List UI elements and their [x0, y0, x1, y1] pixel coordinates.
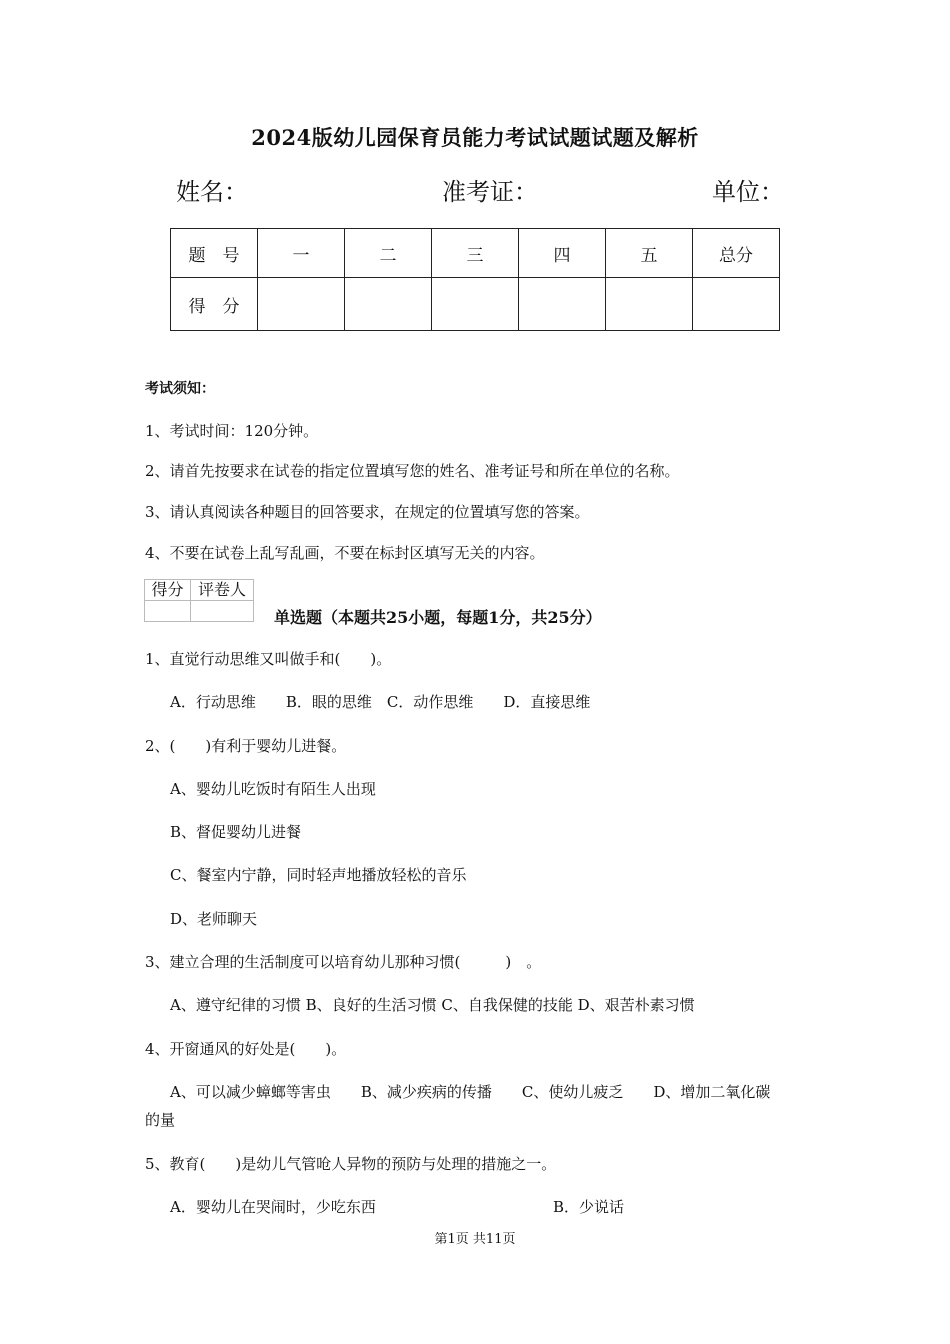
question-1-options: A．行动思维 B．眼的思维 C．动作思维 D．直接思维: [170, 693, 591, 711]
score-table-header-cell: 题 号: [171, 229, 258, 278]
grader-reviewer-cell: [191, 601, 254, 622]
question-4: 4、开窗通风的好处是( )。: [145, 1040, 347, 1058]
question-4-options-continued: 的量: [145, 1111, 176, 1129]
score-table-score-row: [171, 278, 780, 331]
question-4-options: A、可以减少蟑螂等害虫 B、减少疾病的传播 C、使幼儿疲乏 D、增加二氧化碳: [170, 1083, 771, 1101]
exam-note-item: 2、请首先按要求在试卷的指定位置填写您的姓名、准考证号和所在单位的名称。: [145, 462, 680, 480]
score-table-header-cell: 三: [432, 229, 519, 278]
score-table-header-cell: 总分: [693, 229, 780, 278]
grader-box: [144, 579, 254, 622]
name-field-label: 姓名：: [176, 178, 248, 206]
unit-field-label: 单位：: [712, 178, 784, 206]
question-5-option-a: A．婴幼儿在哭闹时，少吃东西: [170, 1198, 376, 1216]
score-cell: [606, 278, 693, 331]
score-table-header-row: [171, 229, 780, 278]
question-2-option-d: D、老师聊天: [170, 910, 258, 928]
score-table-header-cell: 四: [519, 229, 606, 278]
question-2-option-c: C、餐室内宁静，同时轻声地播放轻松的音乐: [170, 866, 467, 884]
grader-reviewer-label: 评卷人: [191, 580, 254, 601]
score-table-header-cell: 一: [258, 229, 345, 278]
score-cell: [345, 278, 432, 331]
exam-id-field-label: 准考证：: [442, 178, 538, 206]
score-row-label: 得 分: [171, 278, 258, 331]
score-table-header-cell: 二: [345, 229, 432, 278]
score-cell: [693, 278, 780, 331]
score-table: [170, 228, 780, 331]
page-footer: 第1页 共11页: [434, 1232, 516, 1247]
score-cell: [258, 278, 345, 331]
question-2: 2、( )有利于婴幼儿进餐。: [145, 737, 347, 755]
grader-score-label: 得分: [145, 580, 191, 601]
section-title: 单选题（本题共25小题，每题1分，共25分）: [274, 608, 602, 627]
score-table-header-cell: 五: [606, 229, 693, 278]
document-title: 2024版幼儿园保育员能力考试试题试题及解析: [251, 125, 699, 150]
question-2-option-b: B、督促婴幼儿进餐: [170, 823, 302, 841]
grader-score-cell: [145, 601, 191, 622]
question-5: 5、教育( )是幼儿气管呛人异物的预防与处理的措施之一。: [145, 1155, 557, 1173]
question-3: 3、建立合理的生活制度可以培育幼儿那种习惯( ) 。: [145, 953, 542, 971]
question-3-options: A、遵守纪律的习惯 B、良好的生活习惯 C、自我保健的技能 D、艰苦朴素习惯: [170, 996, 695, 1014]
question-2-option-a: A、婴幼儿吃饭时有陌生人出现: [170, 780, 376, 798]
score-cell: [519, 278, 606, 331]
exam-notes-heading: 考试须知：: [145, 381, 215, 397]
question-1: 1、直觉行动思维又叫做手和( )。: [145, 650, 392, 668]
exam-note-item: 1、考试时间：120分钟。: [145, 422, 319, 440]
question-5-option-b: B．少说话: [553, 1198, 625, 1216]
score-cell: [432, 278, 519, 331]
exam-note-item: 4、不要在试卷上乱写乱画，不要在标封区填写无关的内容。: [145, 544, 545, 562]
exam-note-item: 3、请认真阅读各种题目的回答要求，在规定的位置填写您的答案。: [145, 503, 590, 521]
